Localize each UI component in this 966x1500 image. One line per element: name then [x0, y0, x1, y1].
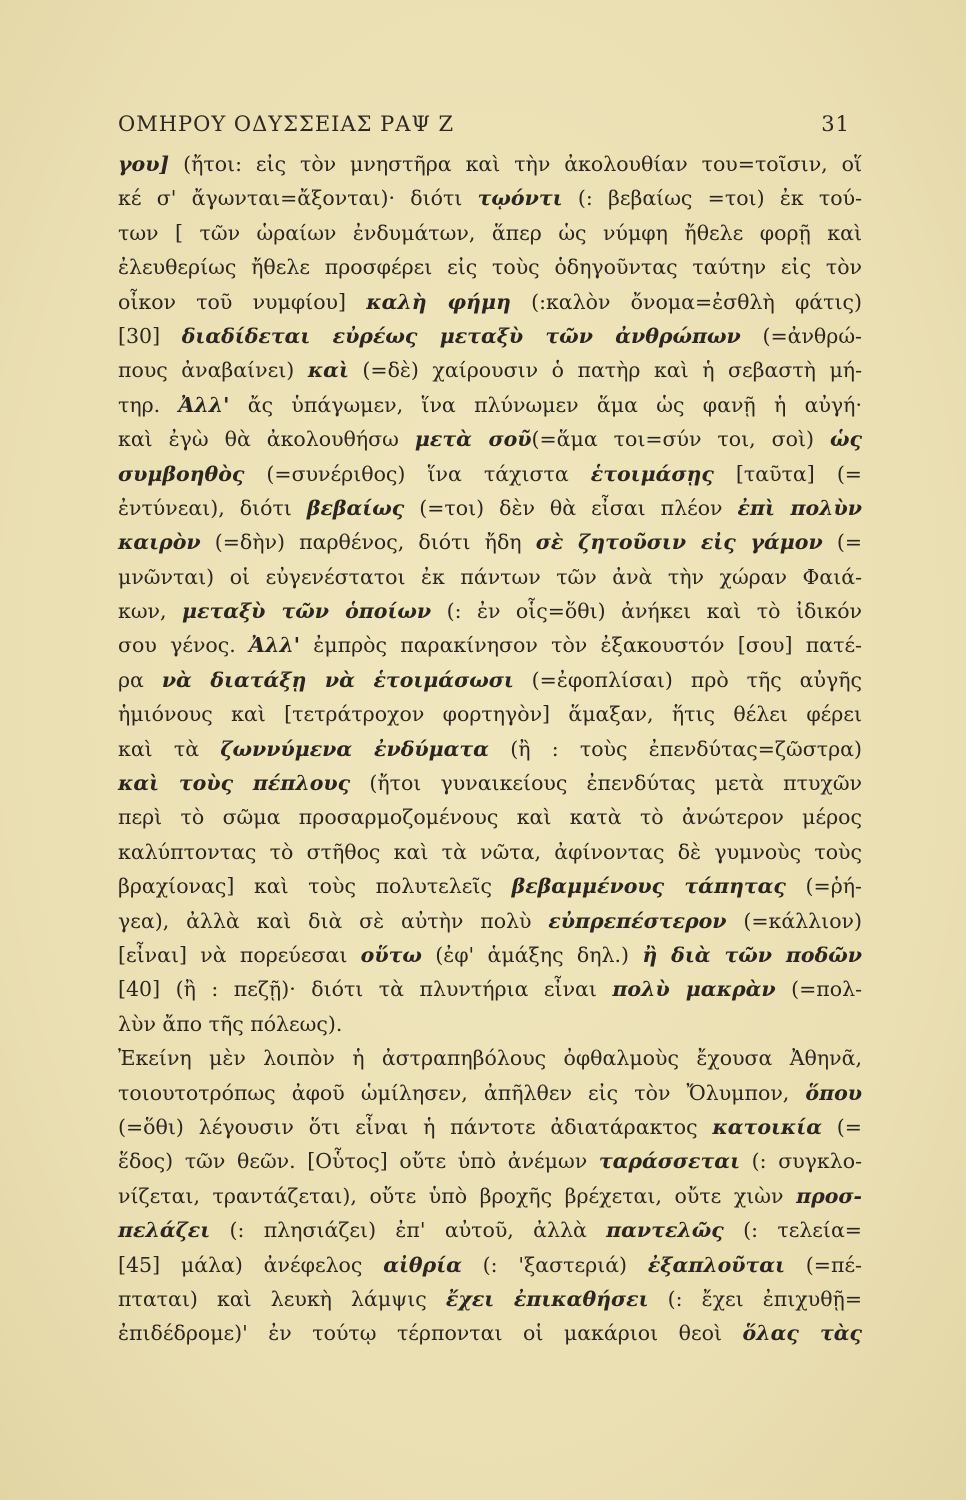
text-run: (ἤτοι: εἰς τὸν μνηστῆρα καὶ τὴν ἀκολουθίαν του=τοῖσιν, οἵ [169, 152, 862, 176]
text-run: (=ἀνθρώ- [740, 323, 862, 348]
text-run: (: ἐν οἷς=ὅθι) ἀνήκει καὶ τὸ ἰδικόν [431, 599, 862, 624]
running-header [118, 112, 850, 142]
emphasized-phrase: ἐξαπλοῦται [647, 1252, 785, 1277]
text-run: περὶ τὸ σῶμα προσαρμοζομένους καὶ κατὰ τὸ ἀνώτερον μέρος [118, 805, 862, 830]
text-run: (=δὴν) παρθένος, διότι ἤδη [200, 530, 536, 555]
text-line [118, 697, 862, 731]
emphasized-phrase: νὰ διατάξῃ νὰ ἑτοιμάσωσι [161, 667, 514, 692]
emphasized-phrase: βεβαίως [306, 495, 405, 520]
emphasized-phrase: ἐπὶ πολὺν [737, 495, 862, 520]
text-line [118, 835, 862, 869]
emphasized-phrase: γου] [118, 152, 170, 176]
emphasized-phrase: τῳόντι [477, 186, 563, 211]
text-run: (=πέ- [785, 1252, 862, 1277]
text-run: (: ἔχει ἐπιχυθῇ= [648, 1286, 862, 1311]
text-run: (=ἐφοπλίσαι) πρὸ τῆς αὐγῆς [513, 667, 862, 692]
text-run: [εἶναι] νὰ πορεύεσαι [118, 942, 361, 967]
text-line [118, 1041, 862, 1075]
text-run: (=δὲ) χαίρουσιν ὁ πατὴρ καὶ ἡ σεβαστὴ μή- [348, 358, 862, 383]
text-line [118, 972, 862, 1006]
text-line [118, 181, 862, 215]
text-line [118, 422, 862, 456]
emphasized-phrase: οὕτω [360, 942, 422, 967]
text-line [118, 594, 862, 628]
text-run: οἶκον τοῦ νυμφίου] [118, 289, 367, 314]
text-line [118, 525, 862, 559]
text-run: πταται) καὶ λευκὴ λάμψις [118, 1286, 446, 1311]
text-line [118, 1213, 862, 1247]
emphasized-phrase: μετὰ σοῦ [414, 427, 532, 452]
text-line [118, 1007, 862, 1041]
emphasized-phrase: πολὺ μακρὰν [612, 977, 776, 1002]
page-number: 31 [821, 112, 850, 136]
text-run: (ἢ : τοὺς ἐπενδύτας=ζῶστρα) [488, 736, 862, 761]
text-line [118, 319, 862, 353]
text-run: (= [822, 530, 862, 555]
text-run: νίζεται, τραντάζεται), οὔτε ὑπὸ βροχῆς βρέχεται, οὔτε χιὼν [118, 1183, 797, 1208]
emphasized-phrase: ταράσσεται [598, 1149, 740, 1174]
text-run: τηρ. [118, 392, 179, 417]
text-run: ἐμπρὸς παρακίνησον τὸν ἐξακουστόν [σου] πατέ- [299, 633, 862, 658]
text-run: ἐντύνεαι), διότι [118, 495, 307, 520]
text-line [118, 560, 862, 594]
text-run: καὶ τὰ [118, 736, 221, 761]
text-run: (: πλησιάζει) ἐπ' αὐτοῦ, ἀλλὰ [210, 1218, 607, 1243]
text-line [118, 1179, 862, 1213]
emphasized-phrase: Ἀλλ' [249, 633, 300, 658]
text-run: (=τοι) δὲν θὰ εἶσαι πλέον [404, 495, 738, 520]
text-run: [ταῦτα] (= [713, 461, 862, 486]
text-line [118, 285, 862, 319]
emphasized-phrase: καὶ [307, 358, 349, 383]
text-run: πους ἀναβαίνει) [118, 358, 308, 383]
emphasized-phrase: ἢ διὰ τῶν ποδῶν [642, 942, 862, 967]
text-line [118, 388, 862, 422]
emphasized-phrase: καὶ τοὺς πέπλους [118, 771, 351, 796]
text-run: (=συνέριθος) ἵνα τάχιστα [244, 461, 591, 486]
emphasized-phrase: ὅπου [805, 1080, 862, 1105]
text-run: (ἐφ' ἁμάξης δηλ.) [421, 942, 643, 967]
text-run: (=ἅμα τοι=σύν τοι, σοὶ) [531, 427, 830, 452]
emphasized-phrase: ὡς [829, 427, 862, 452]
text-run: (: 'ξαστεριά) [461, 1252, 648, 1277]
text-line [118, 766, 862, 800]
emphasized-phrase: ἔχει ἐπικαθήσει [445, 1286, 649, 1311]
text-run: σου γένος. [118, 633, 250, 658]
text-run: κων, [118, 599, 182, 624]
text-run: γεα), ἀλλὰ καὶ διὰ σὲ αὐτὴν πολὺ [118, 908, 549, 933]
text-run: [40] (ἢ : πεζῇ)· διότι τὰ πλυντήρια εἶναι [118, 977, 613, 1002]
text-line [118, 869, 862, 903]
text-run: (= [821, 1114, 862, 1139]
text-line [118, 353, 862, 387]
text-run: (: συγκλο- [740, 1149, 862, 1174]
text-line [118, 1316, 862, 1350]
text-line [118, 491, 862, 525]
emphasized-phrase: κατοικία [712, 1114, 822, 1139]
text-line [118, 457, 862, 491]
text-run: των [ τῶν ὡραίων ἐνδυμάτων, ἅπερ ὡς νύμφη ἤθελε φορῇ καὶ [118, 220, 862, 245]
text-line [118, 1144, 862, 1178]
text-run: κέ σ' ἄγωνται=ἄξονται)· διότι [118, 186, 478, 211]
emphasized-phrase: αἰθρία [383, 1252, 462, 1277]
text-run: [30] [118, 323, 182, 348]
text-run: (=πολ- [775, 977, 862, 1002]
text-line [118, 250, 862, 284]
text-run: ἐλευθερίως ἤθελε προσφέρει εἰς τοὺς ὁδηγοῦντας ταύτην εἰς τὸν [118, 255, 862, 280]
emphasized-phrase: ζωννύμενα ἐνδύματα [220, 736, 489, 761]
text-run: [45] μάλα) ἀνέφελος [118, 1252, 384, 1277]
text-line [118, 1248, 862, 1282]
text-run: ἄς ὑπάγωμεν, ἵνα πλύνωμεν ἅμα ὡς φανῇ ἡ αὐγή· [229, 392, 862, 417]
emphasized-phrase: ὅλας τὰς [742, 1321, 862, 1346]
text-line [118, 732, 862, 766]
text-line [118, 147, 862, 181]
emphasized-phrase: καιρὸν [118, 530, 201, 555]
text-run: (: τελεία= [723, 1218, 862, 1243]
emphasized-phrase: καλὴ φήμη [366, 289, 511, 314]
text-run: βραχίονας] καὶ τοὺς πολυτελεῖς [118, 874, 512, 899]
text-line [118, 1110, 862, 1144]
text-run: (: βεβαίως =τοι) ἐκ τού- [562, 186, 863, 211]
text-run: (=κάλλιον) [726, 908, 862, 933]
text-run: καλύπτοντας τὸ στῆθος καὶ τὰ νῶτα, ἀφίνοντας δὲ γυμνοὺς τοὺς [118, 839, 862, 864]
text-run: (:καλὸν ὄνομα=ἐσθλὴ φάτις) [510, 289, 863, 314]
emphasized-phrase: συμβοηθὸς [118, 461, 245, 486]
text-run: ἡμιόνους καὶ [τετράτροχον φορτηγὸν] ἅμαξαν, ἥτις θέλει φέρει [118, 702, 862, 727]
text-run: (=ὅθι) λέγουσιν ὅτι εἶναι ἡ πάντοτε ἀδιατάρακτος [118, 1114, 713, 1139]
emphasized-phrase: διαδίδεται εὐρέως μεταξὺ τῶν ἀνθρώπων [181, 323, 741, 348]
text-line [118, 800, 862, 834]
text-line [118, 904, 862, 938]
text-line [118, 1282, 862, 1316]
emphasized-phrase: Ἀλλ' [178, 392, 230, 417]
text-run: ρα [118, 667, 162, 692]
emphasized-phrase: μεταξὺ τῶν ὁποίων [181, 599, 432, 624]
text-line [118, 938, 862, 972]
header-title: ΟΜΗΡΟΥ ΟΔΥΣΣΕΙΑΣ ΡΑΨ Ζ [118, 112, 455, 136]
emphasized-phrase: παντελῶς [606, 1218, 724, 1243]
text-run: μνῶνται) οἱ εὐγενέστατοι ἐκ πάντων τῶν ἀνὰ τὴν χώραν Φαιά- [118, 564, 862, 589]
emphasized-phrase: πελάζει [118, 1218, 211, 1243]
text-line [118, 628, 862, 662]
emphasized-phrase: σὲ ζητοῦσιν εἰς γάμον [535, 530, 823, 555]
text-run: (=ῥή- [785, 874, 862, 899]
text-run: (ἤτοι γυναικείους ἐπενδύτας μετὰ πτυχῶν [350, 771, 863, 796]
text-run: ἕδος) τῶν θεῶν. [Οὗτος] οὔτε ὑπὸ ἀνέμων [118, 1149, 599, 1174]
text-line [118, 663, 862, 697]
emphasized-phrase: προσ- [796, 1183, 862, 1208]
text-line [118, 216, 862, 250]
text-run: καὶ ἐγὼ θὰ ἀκολουθήσω [118, 427, 415, 452]
emphasized-phrase: βεβαμμένους τάπητας [511, 874, 786, 899]
text-run: ἐπιδέδρομε)' ἐν τούτῳ τέρπονται οἱ μακάριοι θεοὶ [118, 1321, 743, 1346]
text-run: Ἐκείνη μὲν λοιπὸν ἡ ἀστραπηβόλους ὀφθαλμοὺς ἔχουσα Ἀθηνᾶ, [118, 1046, 862, 1071]
emphasized-phrase: ἑτοιμάσῃς [590, 461, 714, 486]
body-text [118, 147, 862, 1351]
emphasized-phrase: εὐπρεπέστερον [548, 908, 727, 933]
text-run: λὺν ἄπο τῆς πόλεως). [118, 1011, 343, 1036]
text-line [118, 1076, 862, 1110]
text-run: τοιουτοτρόπως ἀφοῦ ὡμίλησεν, ἀπῆλθεν εἰς τὸν Ὄλυμπον, [118, 1080, 806, 1105]
